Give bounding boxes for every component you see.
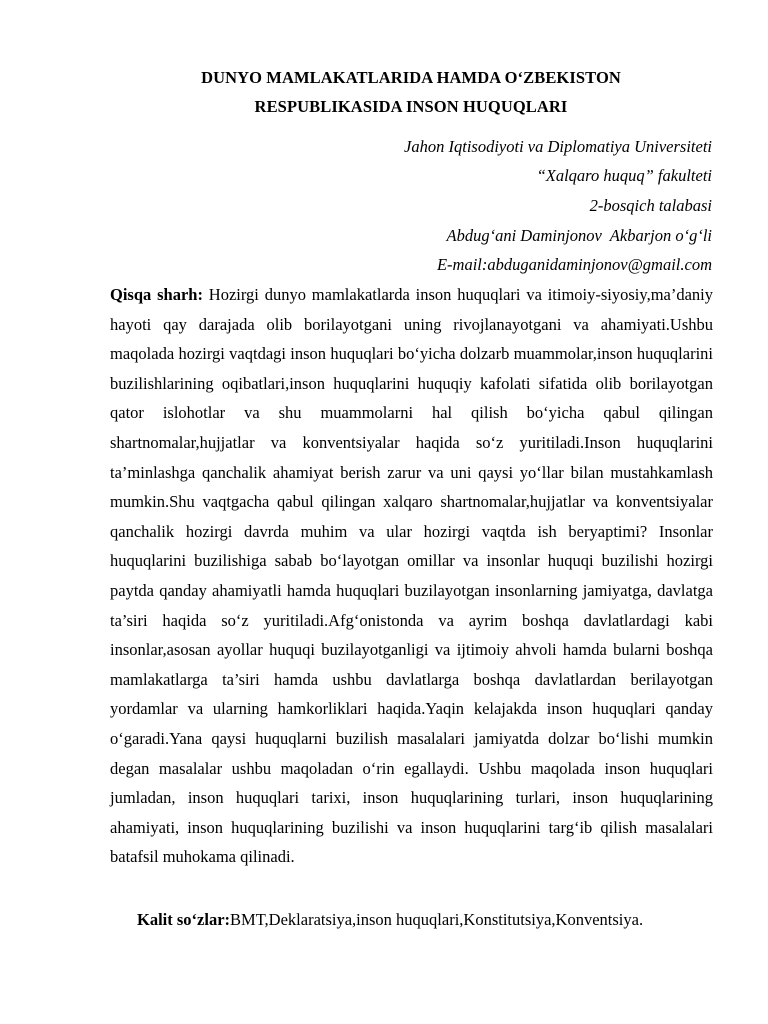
abstract-label: Qisqa sharh:	[110, 285, 203, 304]
abstract-paragraph	[110, 280, 713, 872]
author-name: Abdug‘ani Daminjonov Akbarjon o‘g‘li	[446, 226, 712, 245]
abstract-text: Hozirgi dunyo mamlakatlarda inson huquqlari va itimoiy-siyosiy,ma’daniy hayoti qay darajada olib borilayotgani uning rivojlanayotgani va ahamiyati.Ushbu maqolada hozirgi vaqtdagi inson huquqlari bo‘yicha dolzarb muammolar,inson huquqlarini buzilishlarining oqibatlari,inson huquqlarini huquqiy kafolati sifatida olib borilayotgan qator islohotlar va shu muammolarni hal qilish bo‘yicha qabul qilingan shartnomalar,hujjatlar va konventsiyalar haqida so‘z yuritiladi.Inson huquqlarini ta’minlashga qanchalik ahamiyat berish zarur va uni qaysi yo‘llar bilan mustahkamlash mumkin.Shu vaqtgacha qabul qilingan xalqaro shartnomalar,hujjatlar va konventsiyalar qanchalik hozirgi davrda muhim va ular hozirgi vaqtda ish beryaptimi? Insonlar huquqlarini buzilishiga sabab bo‘layotgan omillar va insonlar huquqi buzilishi hozirgi paytda qanday ahamiyatli hamda huquqlari buzilayotgan insonlarning jamiyatga, davlatga ta’siri haqida so‘z yuritiladi.Afg‘onistonda va ayrim boshqa davlatlardagi kabi insonlar,asosan ayollar huquqi buzilayotganligi va ijtimoiy ahvoli hamda bularni boshqa mamlakatlarga ta’siri hamda ushbu davlatlarga boshqa davlatlardan berilayotgan yordamlar va ularning hamkorliklari haqida.Yaqin kelajakda inson huquqlari qanday o‘garadi.Yana qaysi huquqlarni buzilish masalalari jamiyatda dolzar bo‘lishi mumkin degan masalalar ushbu maqoladan o‘rin egallaydi. Ushbu maqolada inson huquqlari jumladan, inson huquqlari tarixi, inson huquqlarining turlari, inson huquqlarining ahamiyati, inson huquqlarining buzilishi va inson huquqlarini targ‘ib qilish masalalari batafsil muhokama qilinadi.	[110, 285, 714, 867]
keywords-line	[137, 908, 737, 932]
author-university: Jahon Iqtisodiyoti va Diplomatiya Universiteti	[404, 137, 712, 156]
title-line-1: DUNYO MAMLAKATLARIDA HAMDA O‘ZBEKISTON	[201, 68, 621, 87]
author-level: 2-bosqich talabasi	[589, 196, 712, 215]
keywords-label: Kalit so‘zlar:	[137, 910, 231, 929]
author-faculty: “Xalqaro huquq” fakulteti	[536, 166, 712, 185]
keywords-text: BMT,Deklaratsiya,inson huquqlari,Konstitutsiya,Konventsiya.	[230, 910, 644, 929]
title-line-2: RESPUBLIKASIDA INSON HUQUQLARI	[254, 97, 568, 116]
author-email: E-mail:abduganidaminjonov@gmail.com	[436, 255, 712, 274]
